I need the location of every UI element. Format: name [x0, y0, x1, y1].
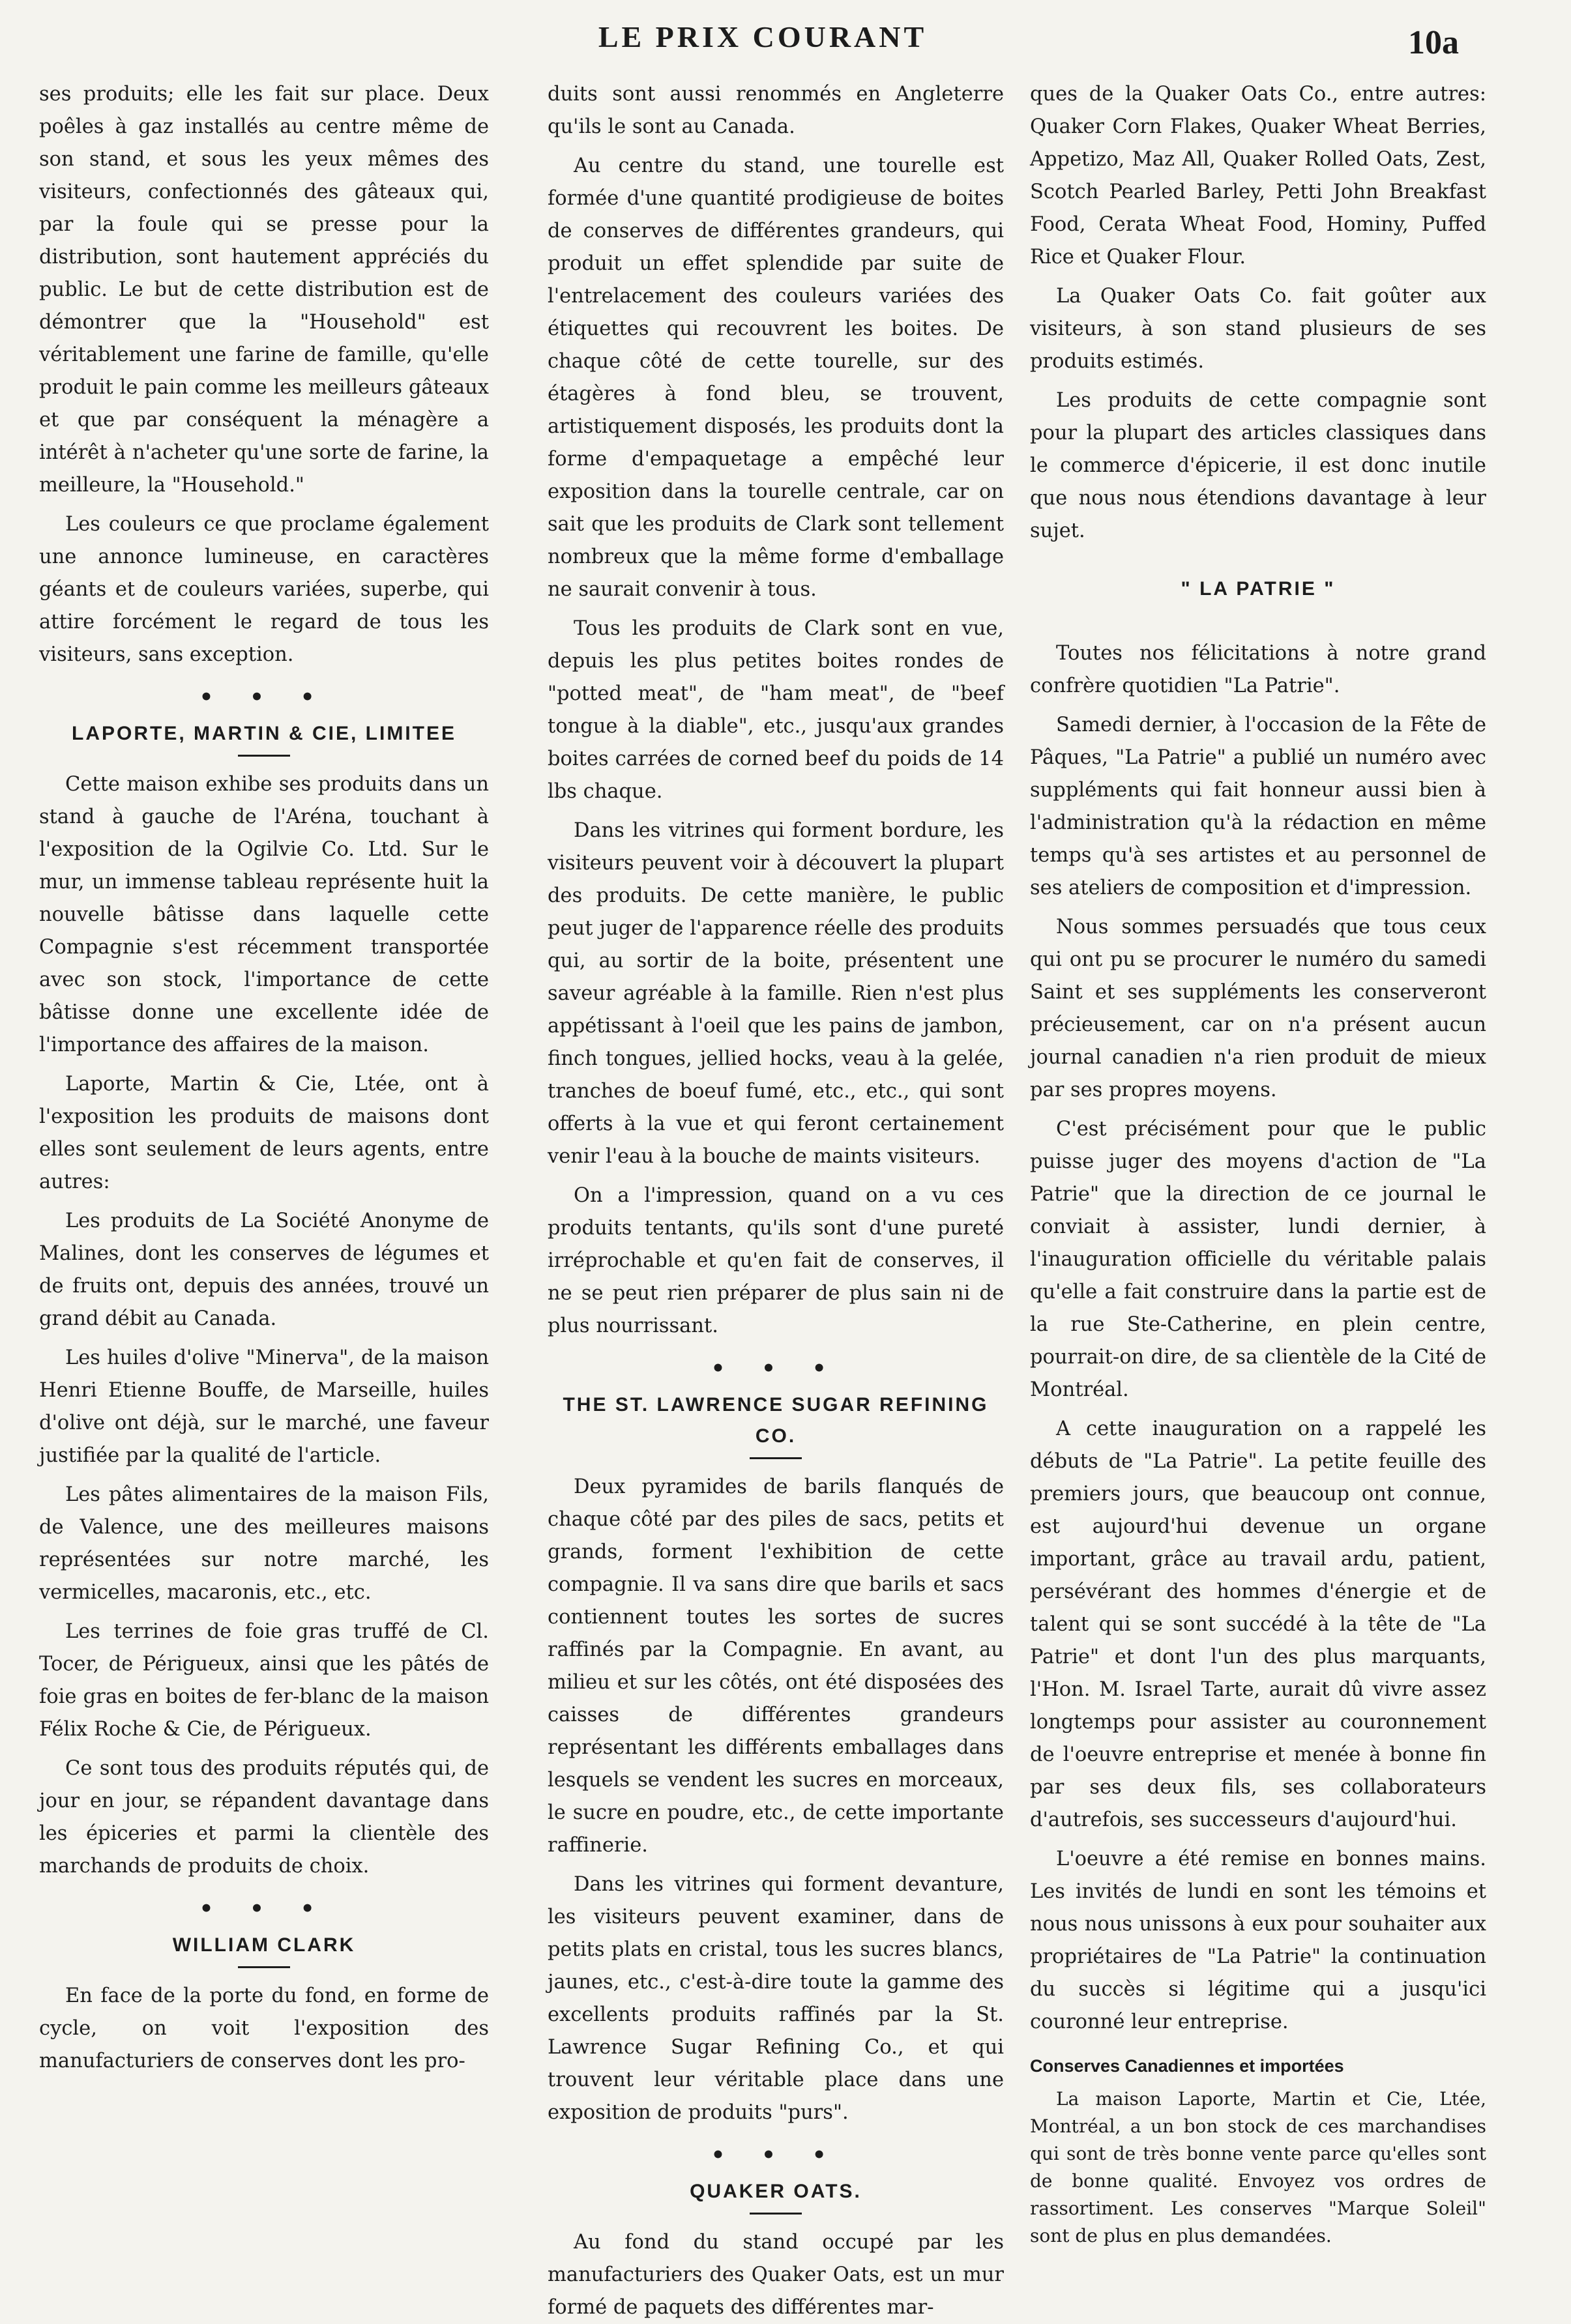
- paragraph: L'oeuvre a été remise en bonnes mains. Les invités de lundi en sont les témoins et nous nous unissons à eux pour souhaiter aux propriétaires de "La Patrie" la continuation du succès si légitime qui a jusqu'ici couronné leur entreprise.: [1030, 1848, 1486, 2033]
- paragraph: Laporte, Martin & Cie, Ltée, ont à l'exposition les produits de maisons dont elles sont seulement de leurs agents, entre autres:: [39, 1073, 489, 1193]
- heading-rule: [750, 1457, 802, 1459]
- section-separator: • • •: [711, 2142, 841, 2168]
- paragraph: Toutes nos félicitations à notre grand confrère quotidien "La Patrie".: [1030, 642, 1486, 697]
- paragraph: En face de la porte du fond, en forme de cycle, on voit l'exposition des manufacturiers de conserves dont les pro-: [39, 1984, 489, 2072]
- paragraph: Les produits de cette compagnie sont pour la plupart des articles classiques dans le commerce d'épicerie, il est donc inutile que nous nous étendions davantage à leur sujet.: [1030, 389, 1486, 542]
- paragraph: Nous sommes persuadés que tous ceux qui ont pu se procurer le numéro du samedi Saint et ses suppléments les conserveront précieusement, car on n'a présent aucun journal canadien n'a rien produit de mieux par ses propres moyens.: [1030, 916, 1486, 1101]
- paragraph: Dans les vitrines qui forment bordure, les visiteurs peuvent voir à découvert la plupart des produits. De cette manière, le public peut juger de l'apparence réelle des produits qui, au sortir de la boite, présentent une saveur agréable à la famille. Rien n'est plus appétissant à l'oeil que les pains de jambon, finch tongues, jellied hocks, veau à la gelée, tranches de boeuf fumé, etc., etc., qui sont offerts à la vue et qui feront certainement venir l'eau à la bouche de maints visiteurs.: [548, 819, 1004, 1168]
- section-heading-la-patrie: " LA PATRIE ": [1181, 578, 1336, 600]
- paragraph: duits sont aussi renommés en Angleterre qu'ils le sont au Canada.: [548, 83, 1004, 138]
- page-number: 10a: [1408, 24, 1459, 61]
- paragraph: Deux pyramides de barils flanqués de chaque côté par des piles de sacs, petits et grands, forment l'exhibition de cette compagnie. Il va sans dire que barils et sacs contiennent toutes les sortes de sucres raffinés par la Compagnie. En avant, au milieu et sur les côtés, ont été disposées des caisses de différentes grandeurs représentant les différents emballages dans lesquels se vendent les sucres en morceaux, le sucre en poudre, etc., de cette importante raffinerie.: [548, 1475, 1004, 1857]
- paragraph: Samedi dernier, à l'occasion de la Fête de Pâques, "La Patrie" a publié un numéro avec suppléments qui fait honneur aussi bien à l'administration qu'à la rédaction en même temps qu'à ses artistes et au personnel de ses ateliers de composition et d'impression.: [1030, 714, 1486, 899]
- section-subheading-conserves: Conserves Canadiennes et importées: [1030, 2056, 1344, 2076]
- section-separator: • • •: [199, 1896, 329, 1922]
- paragraph: C'est précisément pour que le public puisse juger des moyens d'action de "La Patrie" que la direction de ce journal le conviait à assister, lundi dernier, à l'inauguration officielle du véritable palais qu'elle a fait construire dans la partie est de la rue Ste-Catherine, en plein centre, pourrait-on dire, de sa clientèle de la Cité de Montréal.: [1030, 1118, 1486, 1401]
- heading-rule: [238, 1966, 290, 1968]
- section-separator: • • •: [199, 684, 329, 710]
- heading-rule: [750, 2213, 802, 2215]
- paragraph: A cette inauguration on a rappelé les débuts de "La Patrie". La petite feuille des premiers jours, que beaucoup ont connue, est aujourd'hui devenue un organe important, grâce au travail ardu, patient, persévérant des hommes d'énergie et de talent qui se sont succédé à la tête de "La Patrie" et dont l'un des plus marquants, l'Hon. M. Israel Tarte, aurait dû vivre assez longtemps pour assister au couronnement de l'oeuvre entreprise et menée à bonne fin par ses deux fils, ses collaborateurs d'autrefois, ses successeurs d'aujourd'hui.: [1030, 1417, 1486, 1831]
- page-header: [0, 14, 1571, 73]
- paragraph: La Quaker Oats Co. fait goûter aux visiteurs, à son stand plusieurs de ses produits estimés.: [1030, 285, 1486, 373]
- paragraph: Ce sont tous des produits réputés qui, de jour en jour, se répandent davantage dans les épiceries et parmi la clientèle des marchands de produits de choix.: [39, 1757, 489, 1878]
- section-heading-laporte-martin: LAPORTE, MARTIN & CIE, LIMITEE: [72, 723, 456, 744]
- paragraph: Les pâtes alimentaires de la maison Fils, de Valence, une des meilleures maisons représentées sur notre marché, les vermicelles, macaronis, etc., etc.: [39, 1483, 489, 1604]
- paragraph: Les huiles d'olive "Minerva", de la maison Henri Etienne Bouffe, de Marseille, huiles d'olive ont déjà, sur le marché, une faveur justifiée par la qualité de l'article.: [39, 1346, 489, 1467]
- column-left: [39, 78, 489, 2268]
- paragraph: Les terrines de foie gras truffé de Cl. Tocer, de Périgueux, ainsi que les pâtés de foie gras en boites de fer-blanc de la maison Félix Roche & Cie, de Périgueux.: [39, 1620, 489, 1741]
- heading-rule: [238, 755, 290, 757]
- section-separator: • • •: [711, 1356, 841, 1382]
- paragraph: Les couleurs ce que proclame également une annonce lumineuse, en caractères géants et de couleurs variées, superbe, qui attire forcément le regard de tous les visiteurs, sans exception.: [39, 513, 489, 666]
- paragraph: ses produits; elle les fait sur place. Deux poêles à gaz installés au centre même de son stand, et sous les yeux mêmes des visiteurs, confectionnés des gâteaux qui, par la foule qui se presse pour la distribution, sont hautement appréciés du public. Le but de cette distribution est de démontrer que la "Household" est véritablement une farine de famille, qu'elle produit le pain comme les meilleurs gâteaux et que par conséquent la ménagère a intérêt à n'acheter qu'une sorte de farine, la meilleure, la "Household.": [39, 83, 489, 497]
- paragraph: Au fond du stand occupé par les manufacturiers des Quaker Oats, est un mur formé de paquets des différentes mar-: [548, 2231, 1004, 2319]
- paragraph: ques de la Quaker Oats Co., entre autres: Quaker Corn Flakes, Quaker Wheat Berries, Appetizo, Maz All, Quaker Rolled Oats, Zest, Scotch Pearled Barley, Petti John Breakfast Food, Cerata Wheat Food, Hominy, Puffed Rice et Quaker Flour.: [1030, 83, 1486, 269]
- paragraph: Cette maison exhibe ses produits dans un stand à gauche de l'Aréna, touchant à l'exposition de la Ogilvie Co. Ltd. Sur le mur, un immense tableau représente huit la nouvelle bâtisse dans laquelle cette Compagnie s'est récemment transportée avec son stock, l'importance de cette bâtisse donne une excellente idée de l'importance des affaires de la maison.: [39, 773, 489, 1056]
- masthead-title: LE PRIX COURANT: [598, 20, 928, 53]
- section-heading-st-lawrence-sugar: THE ST. LAWRENCE SUGAR REFINING CO.: [563, 1394, 989, 1447]
- column-middle: [548, 78, 1004, 2319]
- paragraph: Tous les produits de Clark sont en vue, depuis les plus petites boites rondes de "potted meat", de "ham meat", de "beef tongue à la diable", etc., jusqu'aux grandes boites carrées de corned beef du poids de 14 lbs chaque.: [548, 617, 1004, 803]
- paragraph: Au centre du stand, une tourelle est formée d'une quantité prodigieuse de boites de conserves de différentes grandeurs, qui produit un effet splendide par suite de l'entrelacement des couleurs variées des étiquettes qui recouvrent les boites. De chaque côté de cette tourelle, sur des étagères à fond bleu, se trouvent, artistiquement disposés, les produits dont la forme d'empaquetage a empêché leur exposition dans la tourelle centrale, car on sait que les produits de Clark sont tellement nombreux que la même forme d'emballage ne saurait convenir à tous.: [548, 154, 1004, 601]
- section-heading-quaker-oats: QUAKER OATS.: [690, 2181, 862, 2202]
- paragraph: Dans les vitrines qui forment devanture, les visiteurs peuvent examiner, dans de petits plats en cristal, tous les sucres blancs, jaunes, etc., c'est-à-dire toute la gamme des excellents produits raffinés par la St. Lawrence Sugar Refining Co., et qui trouvent leur véritable place dans une exposition de produits "purs".: [548, 1873, 1004, 2124]
- paragraph: Les produits de La Société Anonyme de Malines, dont les conserves de légumes et de fruits ont, depuis des années, trouvé un grand débit au Canada.: [39, 1210, 489, 1330]
- column-right: [1030, 78, 1486, 2268]
- paragraph: On a l'impression, quand on a vu ces produits tentants, qu'ils sont d'une pureté irréprochable et qu'en fait de conserves, il ne se peut rien préparer de plus sain ni de plus nourrissant.: [548, 1184, 1004, 1337]
- paragraph: La maison Laporte, Martin et Cie, Ltée, Montréal, a un bon stock de ces marchandises qui sont de très bonne vente parce qu'elles sont de bonne qualité. Envoyez vos ordres de rassortiment. Les conserves "Marque Soleil" sont de plus en plus demandées.: [1030, 2088, 1486, 2246]
- section-heading-william-clark: WILLIAM CLARK: [172, 1934, 356, 1956]
